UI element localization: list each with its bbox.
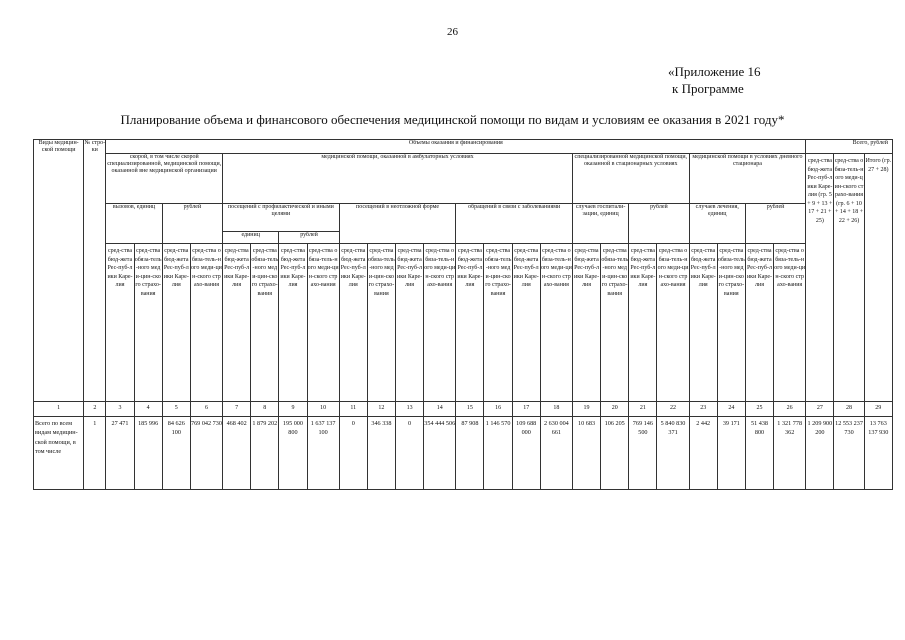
column-number: 18 [540,402,572,417]
column-number: 5 [162,402,190,417]
source-oms-header: сред-ства обяза-тель-ного меди-цин-ского страхо-вания [774,244,806,402]
table-cell: 84 626 100 [162,417,190,490]
dayhosp-rubles-header: рублей [745,204,805,244]
source-oms-header: сред-ства обяза-тель-ного меди-цин-ского страхо-вания [601,244,629,402]
table-cell: 2 630 004 661 [540,417,572,490]
column-number: 23 [689,402,717,417]
prof-rubles-header: рублей [279,232,339,244]
table-cell: 769 146 500 [629,417,657,490]
source-budget-header: сред-ства бюд-жета Рес-пуб-лики Каре-лия [339,244,367,402]
column-number: 3 [106,402,134,417]
table-cell: 1 879 202 [251,417,279,490]
appendix-line-2: к Программе [672,81,744,96]
hosp-cases-header: случаев госпитали-зации, единиц [572,204,628,244]
source-budget-header: сред-ства бюд-жета Рес-пуб-лики Каре-лия [745,244,773,402]
table-cell: 1 321 778 362 [774,417,806,490]
calls-units-header: вызовов, единиц [106,204,162,244]
column-number: 8 [251,402,279,417]
column-number: 27 [806,402,834,417]
source-oms-header: сред-ства обяза-тель-ного меди-цин-ского страхо-вания [717,244,745,402]
source-oms-header: сред-ства обяза-тель-ного меди-цин-ского страхо-вания [484,244,512,402]
volumes-header: Объемы оказания и финансирования [106,140,806,154]
column-number: 11 [339,402,367,417]
source-budget-header: сред-ства бюд-жета Рес-пуб-лики Каре-лия [223,244,251,402]
total-budget-header: сред-ства бюд-жета Рес-пуб-лики Каре-лия (гр. 5 + 9 + 13 + 17 + 21 + 25) [806,154,834,402]
source-budget-header: сред-ства бюд-жета Рес-пуб-лики Каре-лия [689,244,717,402]
source-oms-header: сред-ства обяза-тель-ного меди-цин-ского страхо-вания [134,244,162,402]
column-number: 14 [424,402,456,417]
source-budget-header: сред-ства бюд-жета Рес-пуб-лики Каре-лия [162,244,190,402]
column-number: 4 [134,402,162,417]
kinds-header: Виды медицин-ской помощи [34,140,84,402]
source-budget-header: сред-ства бюд-жета Рес-пуб-лики Каре-лия [629,244,657,402]
table-cell: 106 205 [601,417,629,490]
table-cell: 195 000 800 [279,417,307,490]
column-number: 15 [456,402,484,417]
outpatient-header: медицинской помощи, оказанной в амбулаторных условиях [223,154,573,204]
column-number: 28 [834,402,864,417]
row-no-header: № стро-ки [84,140,106,402]
column-number: 10 [307,402,339,417]
table-cell: 0 [396,417,424,490]
table-cell: 12 553 237 730 [834,417,864,490]
column-number: 7 [223,402,251,417]
document-title: Планирование объема и финансового обеспечения медицинской помощи по видам и условиям ее оказания в 2021 году* [120,112,785,127]
column-number: 29 [864,402,892,417]
grand-total-header: Итого (гр. 27 + 28) [864,154,892,402]
table-cell: 5 840 830 371 [657,417,689,490]
column-number: 1 [34,402,84,417]
appendix-line-1: «Приложение 16 [668,64,761,79]
treat-cases-header: случаев лечения, единиц [689,204,745,244]
table-cell: 1 146 570 [484,417,512,490]
source-budget-header: сред-ства бюд-жета Рес-пуб-лики Каре-лия [106,244,134,402]
table-cell: 1 637 137 100 [307,417,339,490]
table-cell: 27 471 [106,417,134,490]
source-budget-header: сред-ства бюд-жета Рес-пуб-лики Каре-лия [512,244,540,402]
column-number: 21 [629,402,657,417]
page-number: 26 [447,26,458,38]
table-cell: 1 209 900 200 [806,417,834,490]
column-number: 24 [717,402,745,417]
appeals-header: обращений в связи с заболеваниями [456,204,573,244]
column-number: 13 [396,402,424,417]
table-cell: 1 [84,417,106,490]
source-oms-header: сред-ства обяза-тель-ного меди-цин-ского страхо-вания [251,244,279,402]
source-budget-header: сред-ства бюд-жета Рес-пуб-лики Каре-лия [396,244,424,402]
source-oms-header: сред-ства обяза-тель-ного меди-цин-ского страхо-вания [307,244,339,402]
source-oms-header: сред-ства обяза-тель-ного меди-цин-ского страхо-вания [424,244,456,402]
column-number: 17 [512,402,540,417]
table-row [34,417,893,490]
column-number: 25 [745,402,773,417]
row-label: Всего по всем видам медицин-ской помощи, в том числе [34,417,84,490]
table-cell: 185 996 [134,417,162,490]
column-numbers-row [34,402,893,417]
column-number: 16 [484,402,512,417]
column-number: 19 [572,402,600,417]
table-cell: 346 338 [367,417,395,490]
emergency-header: скорой, в том числе скорой специализированной, медицинской помощи, оказанной вне медицинской организации [106,154,223,204]
column-number: 6 [190,402,222,417]
column-number: 12 [367,402,395,417]
column-number: 2 [84,402,106,417]
table-cell: 2 442 [689,417,717,490]
inpatient-rubles-header: рублей [629,204,689,244]
emergency-rubles-header: рублей [162,204,222,244]
source-oms-header: сред-ства обяза-тель-ного меди-цин-ского страхо-вания [657,244,689,402]
column-number: 20 [601,402,629,417]
table-cell: 39 171 [717,417,745,490]
appendix-caption [668,63,761,97]
source-oms-header: сред-ства обяза-тель-ного меди-цин-ского страхо-вания [190,244,222,402]
table-cell: 87 908 [456,417,484,490]
dayhosp-header: медицинской помощи в условиях дневного стационара [689,154,806,204]
source-budget-header: сред-ства бюд-жета Рес-пуб-лики Каре-лия [456,244,484,402]
source-budget-header: сред-ства бюд-жета Рес-пуб-лики Каре-лия [572,244,600,402]
source-oms-header: сред-ства обяза-тель-ного меди-цин-ского страхо-вания [540,244,572,402]
source-budget-header: сред-ства бюд-жета Рес-пуб-лики Каре-лия [279,244,307,402]
table-cell: 354 444 506 [424,417,456,490]
table-cell: 10 683 [572,417,600,490]
total-header: Всего, рублей [806,140,893,154]
table-cell: 0 [339,417,367,490]
visits-prof-header: посещений с профилактической и иными целями [223,204,340,232]
table-cell: 468 402 [223,417,251,490]
source-oms-header: сред-ства обяза-тель-ного меди-цин-ского страхо-вания [367,244,395,402]
total-oms-header: сред-ства обяза-тель-ного меди-цин-ского страхо-вания (гр. 6 + 10 + 14 + 18 + 22 + 26) [834,154,864,402]
prof-units-header: единиц [223,232,279,244]
table-cell: 13 763 137 930 [864,417,892,490]
table-cell: 51 438 800 [745,417,773,490]
table-cell: 109 688 000 [512,417,540,490]
table-cell: 769 042 730 [190,417,222,490]
column-number: 26 [774,402,806,417]
column-number: 9 [279,402,307,417]
column-number: 22 [657,402,689,417]
planning-table [33,139,893,490]
visits-urgent-header: посещений в неотложной форме [339,204,456,244]
inpatient-header: специализированной медицинской помощи, оказанной в стационарных условиях [572,154,689,204]
